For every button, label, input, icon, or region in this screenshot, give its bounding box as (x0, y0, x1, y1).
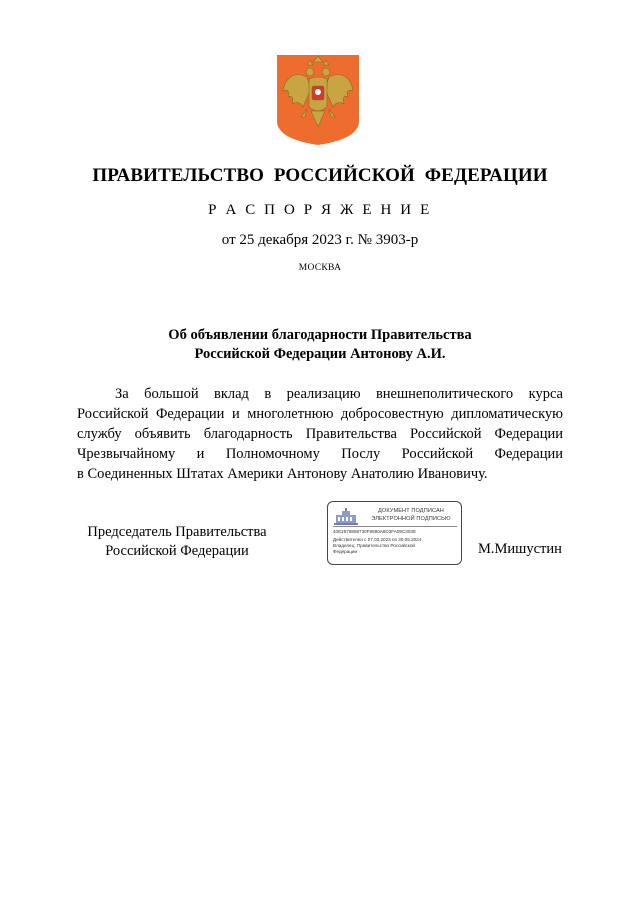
stamp-title-line: ЭЛЕКТРОННОЙ ПОДПИСЬЮ (371, 516, 451, 522)
body-line: в Соединенных Штатах Америки Антонову Анатолию Ивановичу. (77, 466, 488, 482)
subject-line: Российской Федерации Антонову А.И. (194, 346, 446, 362)
stamp-validity: Действителен с 07.03.2023 по 30.05.2024 (333, 537, 422, 542)
body-line: Чрезвычайному и Полномочному Послу Российской Федерации (77, 446, 563, 462)
coat-of-arms-icon (277, 55, 359, 145)
subject-line: Об объявлении благодарности Правительства (168, 327, 472, 343)
stamp-owner: Владелец: Правительство Российской Федерации (333, 543, 415, 554)
stamp-title-line: ДОКУМЕНТ ПОДПИСАН (378, 508, 444, 514)
stamp-certificate: 40E2578888730F8880A6D3FA09C3038 (333, 529, 416, 534)
signer-position-line: Председатель Правительства (87, 524, 267, 540)
signer-position (72, 523, 282, 561)
body-line: За большой вклад в реализацию внешнеполитического курса (115, 386, 563, 402)
signer-position-line: Российской Федерации (105, 543, 249, 559)
document-subject (0, 326, 640, 364)
body-line: Российской Федерации и многолетнюю добросовестную дипломатическую (77, 406, 563, 422)
stamp-title (362, 507, 460, 523)
document-body (77, 384, 563, 484)
document-city: МОСКВА (298, 263, 342, 273)
body-line: службу объявить благодарность Правительства Российской Федерации (77, 426, 563, 442)
stamp-divider (333, 526, 457, 527)
e-signature-stamp (327, 501, 462, 565)
document-type: Р А С П О Р Я Ж Е Н И Е (208, 202, 432, 218)
signer-name: М.Мишустин (478, 541, 562, 557)
government-building-icon (333, 508, 359, 526)
organization-title: ПРАВИТЕЛЬСТВО РОССИЙСКОЙ ФЕДЕРАЦИИ (92, 165, 548, 186)
document-date-number: от 25 декабря 2023 г. № 3903-р (221, 232, 419, 248)
